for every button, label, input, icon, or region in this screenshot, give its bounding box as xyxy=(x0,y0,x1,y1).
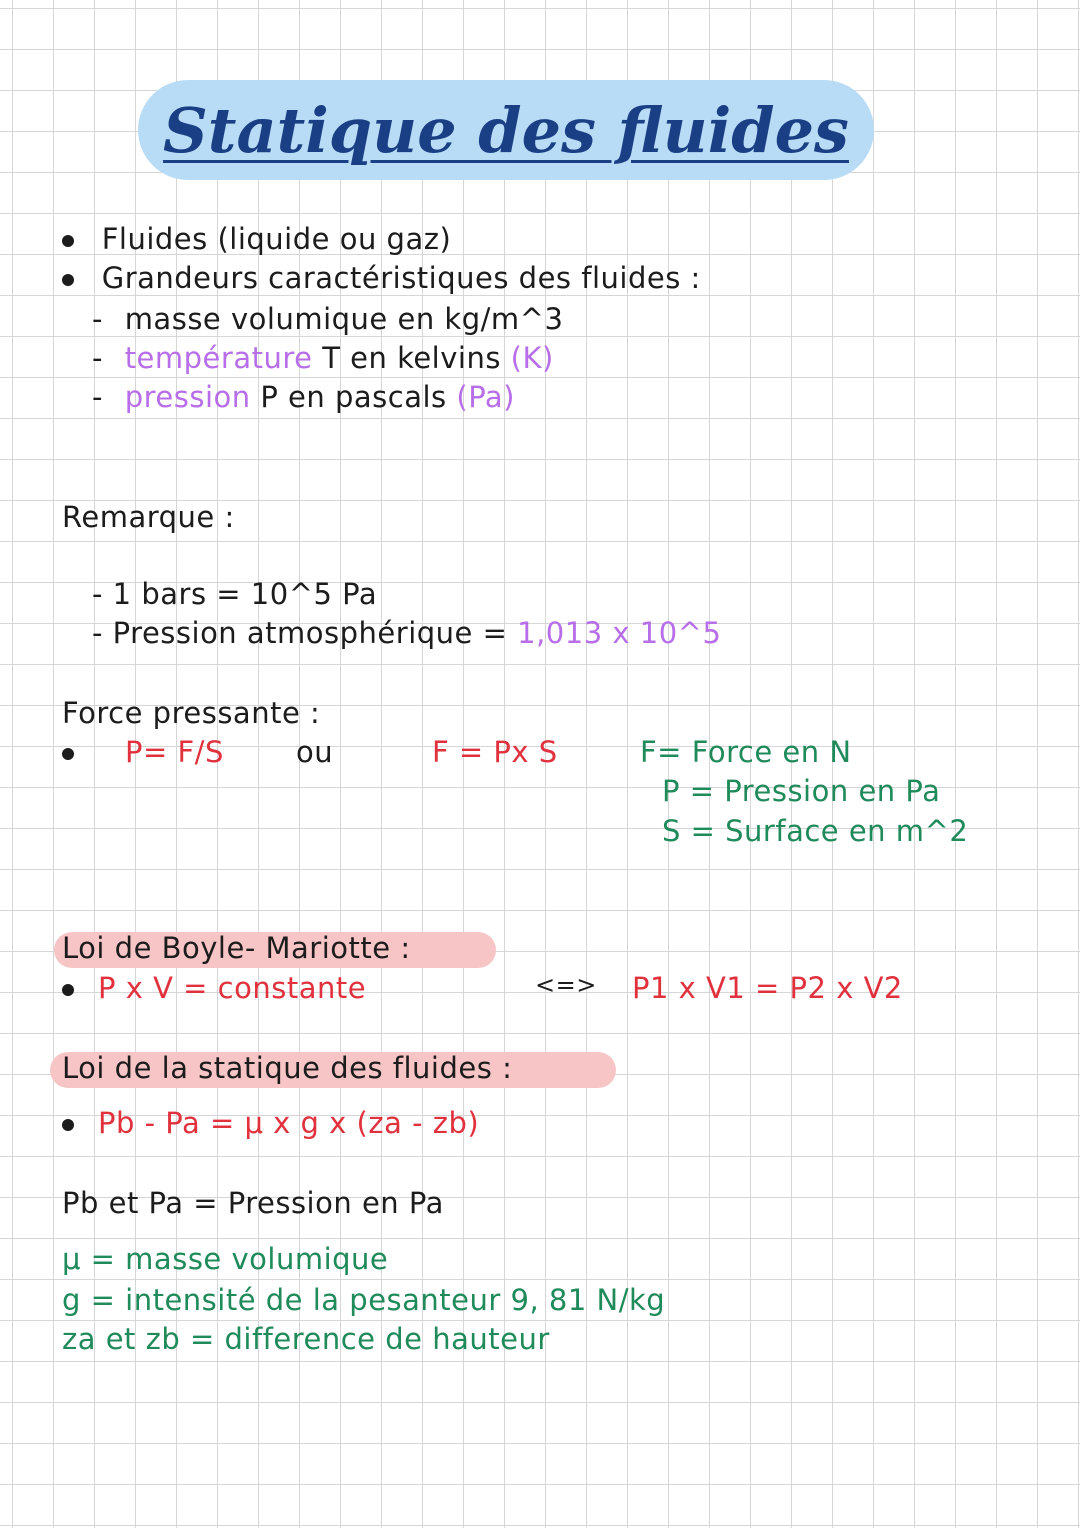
dash: - xyxy=(92,341,103,375)
force-or: ou xyxy=(296,735,334,769)
intro-item-mass xyxy=(92,302,563,336)
item-unit: (Pa) xyxy=(456,380,515,414)
force-formula-1: P= F/S xyxy=(125,735,224,769)
intro-bullet-1 xyxy=(62,222,451,256)
statique-formula: Pb - Pa = μ x g x (za - zb) xyxy=(98,1106,480,1140)
bullet-dot-icon xyxy=(62,274,74,286)
boyle-formula-2: P1 x V1 = P2 x V2 xyxy=(632,971,903,1005)
statique-def-mu: μ = masse volumique xyxy=(62,1242,389,1276)
intro-item-pression xyxy=(92,380,515,414)
statique-heading: Loi de la statique des fluides : xyxy=(62,1051,513,1085)
boyle-bullet xyxy=(62,971,74,1005)
page-title: Statique des fluides xyxy=(163,93,849,167)
force-legend-1: F= Force en N xyxy=(640,735,852,769)
bullet-dot-icon xyxy=(62,748,74,760)
bullet-dot-icon xyxy=(62,984,74,996)
force-legend-3: S = Surface en m^2 xyxy=(662,814,969,848)
item-text: masse volumique en kg/m^3 xyxy=(124,302,564,336)
bullet-dot-icon xyxy=(62,235,74,247)
intro-bullet-1-text: Fluides (liquide ou gaz) xyxy=(101,222,452,256)
item-unit: (K) xyxy=(510,341,554,375)
intro-item-temperature xyxy=(92,341,554,375)
boyle-formula: P x V = constante xyxy=(98,971,367,1005)
dash: - xyxy=(92,302,103,336)
item-text: T en kelvins xyxy=(312,341,511,375)
remarque-heading: Remarque : xyxy=(62,500,235,534)
force-bullet xyxy=(62,735,74,769)
intro-bullet-2-text: Grandeurs caractéristiques des fluides : xyxy=(101,261,701,295)
bullet-dot-icon xyxy=(62,1119,74,1131)
intro-bullet-2 xyxy=(62,261,701,295)
statique-def-z: za et zb = difference de hauteur xyxy=(62,1322,550,1356)
remarque-line-1: - 1 bars = 10^5 Pa xyxy=(92,577,378,611)
boyle-equivalence: <=> xyxy=(535,971,597,999)
item-text: P en pascals xyxy=(250,380,457,414)
remarque-line-2-value: 1,013 x 10^5 xyxy=(517,616,722,650)
boyle-heading: Loi de Boyle- Mariotte : xyxy=(62,931,411,965)
force-formula-2: F = Px S xyxy=(432,735,558,769)
remarque-line-2-prefix: - Pression atmosphérique = xyxy=(92,616,518,650)
item-keyword: température xyxy=(124,341,313,375)
force-legend-2: P = Pression en Pa xyxy=(662,774,941,808)
statique-bullet xyxy=(62,1106,74,1140)
statique-def-pressure: Pb et Pa = Pression en Pa xyxy=(62,1186,444,1220)
force-heading: Force pressante : xyxy=(62,696,321,730)
statique-def-g: g = intensité de la pesanteur 9, 81 N/kg xyxy=(62,1283,666,1317)
remarque-line-2 xyxy=(92,616,721,650)
item-keyword: pression xyxy=(124,380,251,414)
dash: - xyxy=(92,380,103,414)
